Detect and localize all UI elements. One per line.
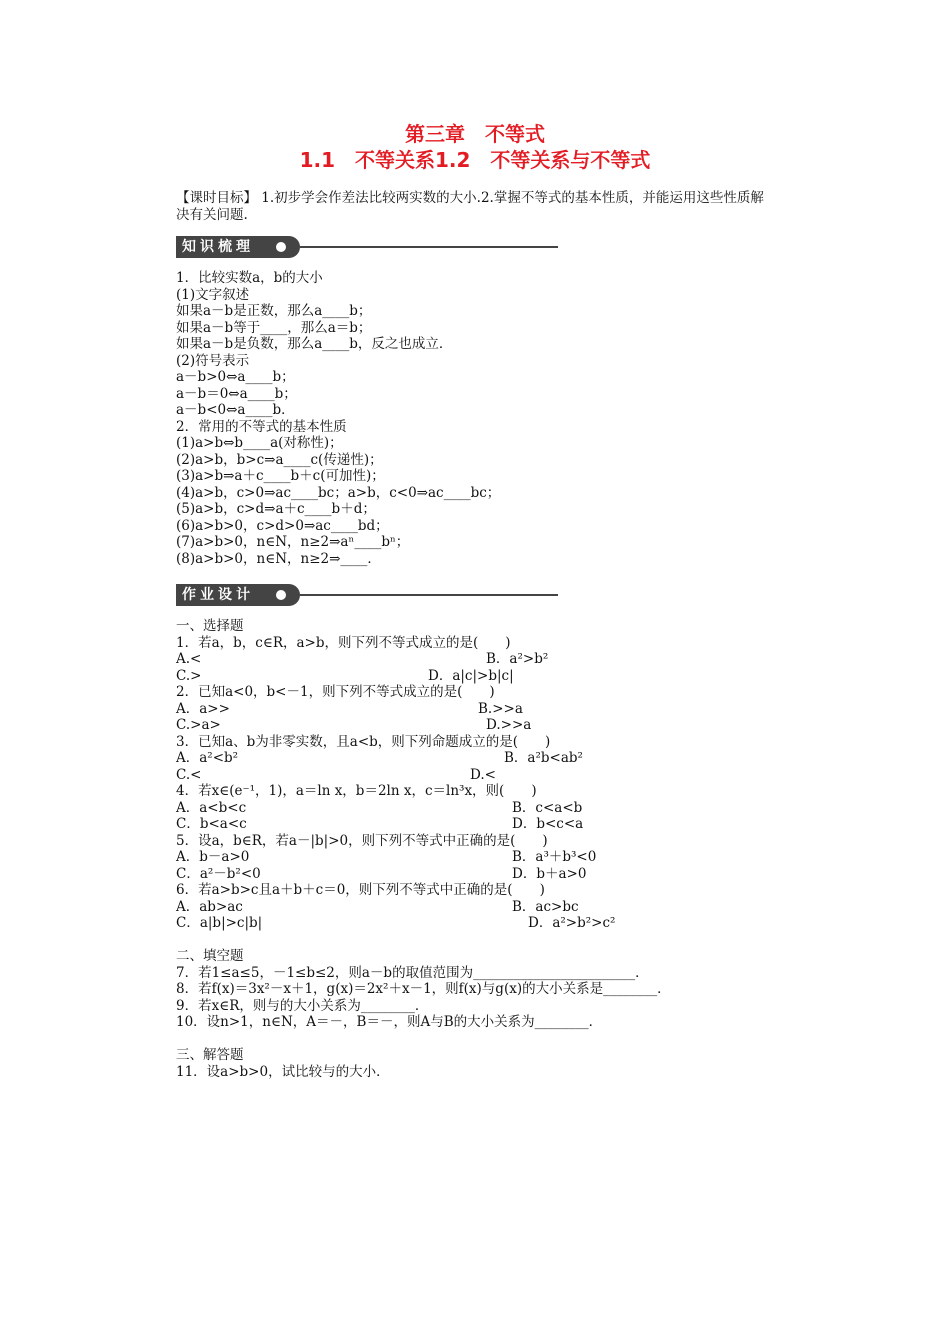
option: D．b<c<a <box>512 816 584 832</box>
option: D.< <box>470 766 496 783</box>
option: A．b－a>0 <box>176 849 250 865</box>
knowledge-line: 如果a－b是负数，那么a____b，反之也成立． <box>176 336 453 352</box>
option: C.< <box>176 766 202 783</box>
option: B．a²>b² <box>486 651 549 667</box>
knowledge-banner <box>176 236 558 258</box>
option: B．a³＋b³<0 <box>512 849 597 865</box>
option: D．b＋a>0 <box>512 865 587 882</box>
question-6: 6．若a>b>c且a＋b＋c＝0，则下列不等式中正确的是( ) <box>176 882 545 898</box>
option: A．ab>ac <box>176 898 243 915</box>
knowledge-section <box>176 270 796 567</box>
knowledge-line: (8)a>b>0，n∈N，n≥2⇒____． <box>176 550 381 567</box>
question-4: 4．若x∈(e⁻¹，1)，a＝ln x，b＝2ln x，c＝ln³x，则( ) <box>176 783 537 799</box>
chapter-title: 第三章 不等式 <box>405 122 545 146</box>
knowledge-line: 1．比较实数a，b的大小 <box>176 270 323 286</box>
question-11: 11．设a>b>0，试比较与的大小． <box>176 1063 390 1080</box>
option: D．a|c|>b|c| <box>428 667 514 684</box>
knowledge-line: (4)a>b，c>0⇒ac____bc；a>b，c<0⇒ac____bc； <box>176 484 501 501</box>
question-5: 5．设a，b∈R，若a－|b|>0，则下列不等式中正确的是( ) <box>176 832 548 849</box>
option: C．a|b|>c|b| <box>176 915 263 931</box>
option: A．a<b<c <box>176 799 247 816</box>
option: A．a>> <box>176 700 230 717</box>
option: B．ac>bc <box>512 898 579 915</box>
option: B．c<a<b <box>512 799 583 816</box>
question-7: 7．若1≤a≤5，－1≤b≤2，则a－b的取值范围为________________________． <box>176 964 649 981</box>
option: A.< <box>176 651 202 667</box>
knowledge-line: (7)a>b>0，n∈N，n≥2⇒aⁿ____bⁿ； <box>176 534 410 550</box>
knowledge-line: (5)a>b，c>d⇒a＋c____b＋d； <box>176 501 376 517</box>
knowledge-line: a－b<0⇔a____b． <box>176 402 295 418</box>
option: C.>a> <box>176 717 221 733</box>
section-heading: 三、解答题 <box>176 1047 244 1063</box>
banner-dot-icon <box>276 242 286 252</box>
question-10: 10．设n>1，n∈N，A＝－，B＝－，则A与B的大小关系为________． <box>176 1014 603 1030</box>
option: A．a²<b² <box>176 750 239 766</box>
knowledge-banner-label: 知识梳理 <box>176 236 300 258</box>
option: D.>>a <box>486 717 532 733</box>
knowledge-line: a－b>0⇔a____b； <box>176 369 295 385</box>
knowledge-line: 2．常用的不等式的基本性质 <box>176 418 347 435</box>
knowledge-line: (3)a>b⇒a＋c____b＋c(可加性)； <box>176 468 385 484</box>
knowledge-line: (6)a>b>0，c>d>0⇒ac____bd； <box>176 517 389 534</box>
section-title: 1.1 不等关系1.2 不等关系与不等式 <box>299 148 651 172</box>
homework-section <box>176 618 796 1080</box>
homework-banner-label: 作业设计 <box>176 584 300 606</box>
lesson-goal: 【课时目标】 1.初步学会作差法比较两实数的大小.2.掌握不等式的基本性质，并能运用这些性质解决有关问题. <box>176 190 764 223</box>
knowledge-line: (1)a>b⇔b____a(对称性)； <box>176 435 343 451</box>
knowledge-line: 如果a－b是正数，那么a____b； <box>176 303 372 319</box>
banner-rule <box>300 594 558 596</box>
option: C.> <box>176 667 202 684</box>
knowledge-line: (2)a>b，b>c⇒a____c(传递性)； <box>176 451 383 468</box>
question-2: 2．已知a<0，b<－1，则下列不等式成立的是( ) <box>176 684 495 700</box>
section-heading: 二、填空题 <box>176 948 244 964</box>
question-1: 1．若a，b，c∈R，a>b，则下列不等式成立的是( ) <box>176 634 511 651</box>
question-3: 3．已知a、b为非零实数，且a<b，则下列命题成立的是( ) <box>176 733 551 750</box>
option: C．b<a<c <box>176 816 247 832</box>
knowledge-line: 如果a－b等于____，那么a＝b； <box>176 319 372 336</box>
banner-rule <box>300 246 558 248</box>
knowledge-line: a－b＝0⇔a____b； <box>176 385 297 402</box>
question-9: 9．若x∈R，则与的大小关系为________． <box>176 997 429 1014</box>
option: C．a²－b²<0 <box>176 865 261 882</box>
section-heading: 一、选择题 <box>176 618 244 634</box>
homework-banner <box>176 584 558 606</box>
option: D．a²>b²>c² <box>528 915 616 931</box>
knowledge-line: (1)文字叙述 <box>176 286 250 303</box>
knowledge-line: (2)符号表示 <box>176 352 250 369</box>
option: B．a²b<ab² <box>504 750 583 766</box>
banner-dot-icon <box>276 590 286 600</box>
option: B.>>a <box>478 700 523 717</box>
question-8: 8．若f(x)＝3x²－x＋1，g(x)＝2x²＋x－1，则f(x)与g(x)的大小关系是________． <box>176 981 671 997</box>
